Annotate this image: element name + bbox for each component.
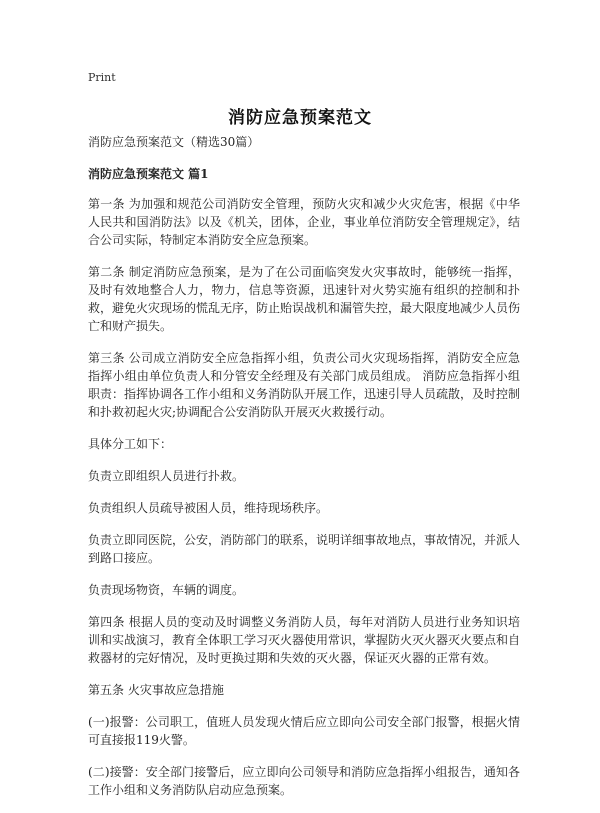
paragraph-article-3: 第三条 公司成立消防安全应急指挥小组，负责公司火灾现场指挥，消防安全应急指挥小组由单位负责人和分管安全经理及有关部门成员组成。 消防应急指挥小组职责：指挥协调各工作小组和义务消防队开展工作，迅速引导人员疏散，及时控制和扑救初起火灾;协调配合公安消防队开展灭火救援行动。: [88, 351, 521, 419]
paragraph-article-1: 第一条 为加强和规范公司消防安全管理，预防火灾和减少火灾危害，根据《中华人民共和国消防法》以及《机关，团体，企业，事业单位消防安全管理规定》，结合公司实际，特制定本消防安全应急预案。: [88, 197, 520, 247]
paragraph-duty-1: 负责立即组织人员进行扑救。: [88, 469, 245, 483]
document-body: [88, 133, 520, 813]
paragraph-article-2: 第二条 制定消防应急预案，是为了在公司面临突发火灾事故时，能够统一指挥，及时有效地整合人力，物力，信息等资源，迅速针对火势实施有组织的控制和扑救，避免火灾现场的慌乱无序，防止贻误战机和漏管失控，最大限度地减少人员伤亡和财产损失。: [88, 265, 521, 333]
paragraph-duty-3: 负责立即同医院，公安，消防部门的联系，说明详细事故地点，事故情况，并派人到路口接应。: [88, 533, 521, 565]
paragraph-division-intro: 具体分工如下：: [88, 437, 173, 451]
paragraph-article-5: 第五条 火灾事故应急措施: [88, 683, 224, 697]
paragraph-duty-2: 负责组织人员疏导被困人员，维持现场秩序。: [88, 501, 329, 515]
document-subtitle: 消防应急预案范文（精选30篇）: [88, 135, 260, 149]
print-label[interactable]: Print: [88, 71, 116, 84]
page-title: 消防应急预案范文: [228, 108, 372, 128]
paragraph-receive-alarm: (二)接警：安全部门接警后，应立即向公司领导和消防应急指挥小组报告，通知各工作小组和义务消防队启动应急预案。: [88, 765, 520, 797]
section-heading: 消防应急预案范文 篇1: [88, 167, 209, 181]
paragraph-duty-4: 负责现场物资，车辆的调度。: [88, 583, 245, 597]
paragraph-article-4: 第四条 根据人员的变动及时调整义务消防人员，每年对消防人员进行业务知识培训和实战演习，教育全体职工学习灭火器使用常识，掌握防火灭火器灭火要点和自救器材的完好情况，及时更换过期和失效的灭火器，保证灭火器的正常有效。: [88, 615, 521, 665]
paragraph-alarm: (一)报警：公司职工，值班人员发现火情后应立即向公司安全部门报警，根据火情可直接报119火警。: [88, 715, 520, 747]
